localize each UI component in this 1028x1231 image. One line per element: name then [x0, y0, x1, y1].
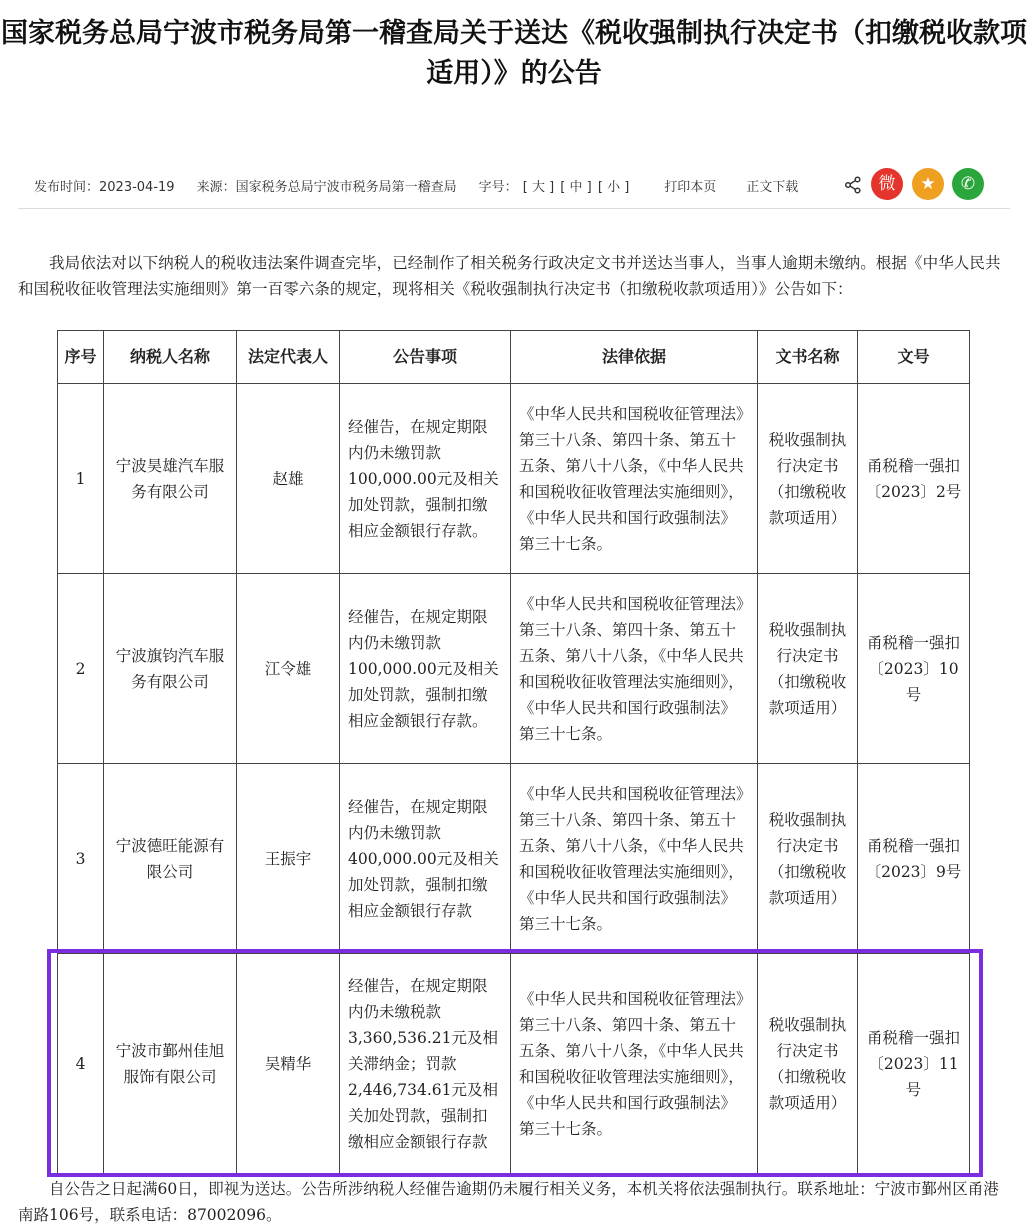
cell-matter: 经催告，在规定期限内仍未缴罚款100,000.00元及相关加处罚款，强制扣缴相应金额银行存款。	[340, 574, 511, 764]
download-link[interactable]: 正文下载	[746, 179, 799, 195]
outro-paragraph: 自公告之日起满60日，即视为送达。公告所涉纳税人经催告逾期仍未履行相关义务，本机关将依法强制执行。联系地址：宁波市鄞州区甬港南路106号，联系电话：87002096。	[18, 1180, 999, 1224]
page-title: 国家税务总局宁波市税务局第一稽查局关于送达《税收强制执行决定书（扣缴税收款项适用）》的公告	[1, 18, 1027, 89]
cell-basis: 《中华人民共和国税收征管理法》第三十八条、第四十条、第五十五条、第八十八条，《中华人民共和国税收征收管理法实施细则》，《中华人民共和国行政强制法》第三十七条。	[511, 954, 758, 1174]
cell-name: 宁波市鄞州佳旭服饰有限公司	[104, 954, 237, 1174]
cell-matter: 经催告，在规定期限内仍未缴税款3,360,536.21元及相关滞纳金；罚款2,446,734.61元及相关加处罚款，强制扣缴相应金额银行存款	[340, 954, 511, 1174]
header-no: 序号	[58, 331, 104, 384]
table-row	[58, 384, 970, 574]
cell-no: 4	[58, 954, 104, 1174]
cell-matter: 经催告，在规定期限内仍未缴罚款100,000.00元及相关加处罚款，强制扣缴相应金额银行存款。	[340, 384, 511, 574]
font-size-label: 字号：	[478, 179, 518, 195]
header-docname: 文书名称	[758, 331, 858, 384]
cell-docno: 甬税稽一强扣〔2023〕9号	[858, 764, 970, 954]
font-size-selector	[479, 176, 631, 195]
cell-rep: 吴精华	[237, 954, 340, 1174]
table-row	[58, 954, 970, 1174]
table-row	[58, 574, 970, 764]
cell-no: 2	[58, 574, 104, 764]
divider	[18, 208, 1010, 209]
cell-docno: 甬税稽一强扣〔2023〕11号	[858, 954, 970, 1174]
cell-docname: 税收强制执行决定书（扣缴税收款项适用）	[758, 574, 858, 764]
cell-basis: 《中华人民共和国税收征管理法》第三十八条、第四十条、第五十五条、第八十八条，《中华人民共和国税收征收管理法实施细则》，《中华人民共和国行政强制法》第三十七条。	[511, 574, 758, 764]
article-meta	[34, 174, 828, 196]
table-row	[58, 764, 970, 954]
font-size-small-button[interactable]: [ 小 ]	[597, 179, 630, 195]
cell-name: 宁波旗钧汽车服务有限公司	[104, 574, 237, 764]
cell-basis: 《中华人民共和国税收征管理法》第三十八条、第四十条、第五十五条、第八十八条，《中华人民共和国税收征收管理法实施细则》，《中华人民共和国行政强制法》第三十七条。	[511, 384, 758, 574]
font-size-medium-button[interactable]: [ 中 ]	[560, 179, 592, 195]
header-rep: 法定代表人	[237, 331, 340, 384]
cell-docname: 税收强制执行决定书（扣缴税收款项适用）	[758, 764, 858, 954]
cell-no: 1	[58, 384, 104, 574]
cell-name: 宁波昊雄汽车服务有限公司	[104, 384, 237, 574]
cell-docno: 甬税稽一强扣〔2023〕2号	[858, 384, 970, 574]
header-basis: 法律依据	[511, 331, 758, 384]
font-size-large-button[interactable]: [ 大 ]	[522, 179, 555, 195]
header-docno: 文号	[858, 331, 970, 384]
cell-no: 3	[58, 764, 104, 954]
publish-date: 发布时间：2023-04-19	[34, 179, 175, 195]
table-header-row	[58, 331, 970, 384]
article-source: 来源：国家税务总局宁波市税务局第一稽查局	[196, 179, 457, 195]
header-matter: 公告事项	[340, 331, 511, 384]
weibo-icon[interactable]: 微	[871, 168, 903, 200]
cell-docno: 甬税稽一强扣〔2023〕10号	[858, 574, 970, 764]
intro-paragraph: 我局依法对以下纳税人的税收违法案件调查完毕，已经制作了相关税务行政决定文书并送达当事人，当事人逾期未缴纳。根据《中华人民共和国税收征收管理法实施细则》第一百零六条的规定，现将相关《税收强制执行决定书（扣缴税收款项适用）》公告如下：	[18, 254, 1001, 298]
share-icon[interactable]	[844, 176, 862, 194]
print-link[interactable]: 打印本页	[664, 179, 717, 195]
cell-basis: 《中华人民共和国税收征管理法》第三十八条、第四十条、第五十五条、第八十八条，《中华人民共和国税收征收管理法实施细则》，《中华人民共和国行政强制法》第三十七条。	[511, 764, 758, 954]
notice-table	[57, 330, 970, 1174]
cell-matter: 经催告，在规定期限内仍未缴罚款400,000.00元及相关加处罚款，强制扣缴相应金额银行存款	[340, 764, 511, 954]
cell-docname: 税收强制执行决定书（扣缴税收款项适用）	[758, 954, 858, 1174]
cell-rep: 江令雄	[237, 574, 340, 764]
cell-rep: 王振宇	[237, 764, 340, 954]
wechat-icon[interactable]: ✆	[952, 168, 984, 200]
qzone-icon[interactable]: ★	[912, 168, 944, 200]
cell-docname: 税收强制执行决定书（扣缴税收款项适用）	[758, 384, 858, 574]
cell-rep: 赵雄	[237, 384, 340, 574]
cell-name: 宁波德旺能源有限公司	[104, 764, 237, 954]
header-name: 纳税人名称	[104, 331, 237, 384]
